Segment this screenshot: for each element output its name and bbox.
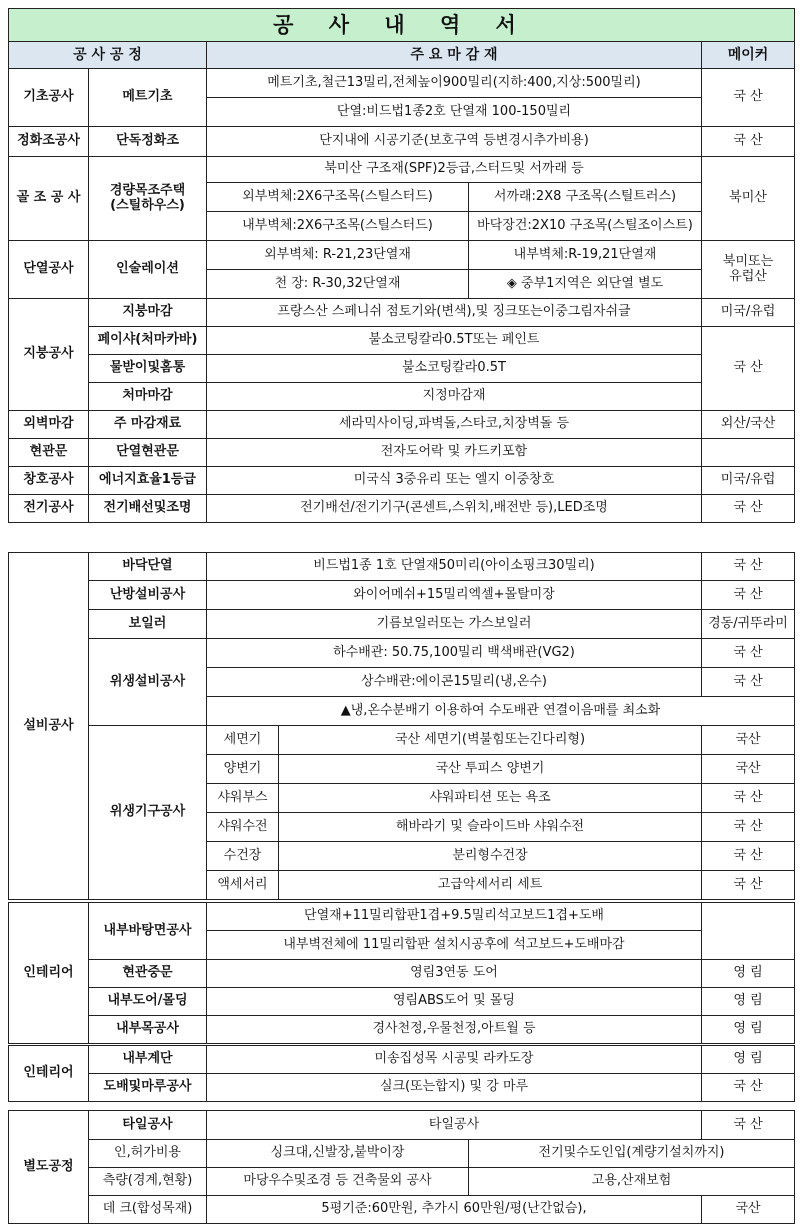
woodwork-spec: 경사천정,우물천정,아트월 등 <box>207 1016 702 1044</box>
header-materials: 주 요 마 감 재 <box>207 42 702 69</box>
separate-deck-price: 5평기준:60만원, 추가시 60만원/평(난간없슴), <box>207 1196 702 1224</box>
separate-utility: 전기및수도인입(계량기설치까지) <box>469 1140 795 1168</box>
category-interior-2: 인테리어 <box>9 1046 89 1102</box>
separate-survey: 측량(경계,현황) <box>89 1168 207 1196</box>
maker-woodwork: 영 림 <box>702 1016 795 1044</box>
roof-finish-spec: 프랑스산 스페니쉬 점토기와(변색),및 징크또는이중그림자쉬글 <box>207 299 702 327</box>
insulation-note: ◈ 중부1지역은 외단열 별도 <box>469 270 702 299</box>
fixture-maker: 국 산 <box>702 784 795 813</box>
sub-septic: 단독정화조 <box>89 127 207 157</box>
category-exterior: 외벽마감 <box>9 411 89 439</box>
heating-spec: 와이어메쉬+15밀리엑셀+몰탈미장 <box>207 581 702 610</box>
eave-spec: 지정마감재 <box>207 383 702 411</box>
sub-frame <box>89 157 207 241</box>
frame-floor-joist: 바닥장건:2X10 구조목(스틸조이스트) <box>469 212 702 241</box>
fascia-spec: 불소코팅칼라0.5T또는 페인트 <box>207 327 702 355</box>
maker-heating: 국 산 <box>702 581 795 610</box>
interior-door-spec: 영림ABS도어 및 몰딩 <box>207 988 702 1016</box>
septic-spec: 단지내에 시공기준(보호구역 등변경시추가비용) <box>207 127 702 157</box>
sanitary-note: ▲냉,온수분배기 이용하여 수도배관 연결이음매를 최소화 <box>207 697 795 726</box>
fixture-spec: 국산 투피스 양변기 <box>279 755 702 784</box>
sub-entrance: 단열현관문 <box>89 439 207 467</box>
sub-paper-floor: 도배및마루공사 <box>89 1074 207 1102</box>
sanitary-drain-spec: 하수배관: 50.75,100밀리 백색배관(VG2) <box>207 639 702 668</box>
category-foundation: 기초공사 <box>9 69 89 127</box>
sub-window: 에너지효율1등급 <box>89 467 207 495</box>
maker-roof-finish: 미국/유럽 <box>702 299 795 327</box>
fixture-maker: 국 산 <box>702 813 795 842</box>
sub-electric: 전기배선및조명 <box>89 495 207 523</box>
category-entrance: 현관문 <box>9 439 89 467</box>
sub-eave: 처마마감 <box>89 383 207 411</box>
maker-sanitary-water: 국 산 <box>702 668 795 697</box>
foundation-spec-1: 메트기초,철근13밀리,전체높이900밀리(지하:400,지상:500밀리) <box>207 69 702 98</box>
fixture-maker: 국산 <box>702 726 795 755</box>
maker-window: 미국/유럽 <box>702 467 795 495</box>
paper-floor-spec: 실크(또는합지) 및 강 마루 <box>207 1074 702 1102</box>
interior-base-spec-2: 내부벽전체에 11밀리합판 설치시공후에 석고보드+도배마감 <box>207 931 702 960</box>
maker-insulation-line1: 북미또는 <box>722 253 774 269</box>
fixture-spec: 샤워파티션 또는 욕조 <box>279 784 702 813</box>
category-facilities: 설비공사 <box>9 553 89 900</box>
fixture-name: 액세서리 <box>207 871 279 900</box>
category-frame: 골 조 공 사 <box>9 157 89 241</box>
gutter-spec: 불소코팅칼라0.5T <box>207 355 702 383</box>
boiler-spec: 기름보일러또는 가스보일러 <box>207 610 702 639</box>
maker-interior-base <box>702 903 795 960</box>
separate-permit: 인,허가비용 <box>89 1140 207 1168</box>
middle-door-spec: 영림3연동 도어 <box>207 960 702 988</box>
maker-boiler: 경동/귀뚜라미 <box>702 610 795 639</box>
category-roof: 지붕공사 <box>9 299 89 411</box>
exterior-spec: 세라믹사이딩,파벽돌,스타코,치장벽돌 등 <box>207 411 702 439</box>
insulation-exterior: 외부벽체: R-21,23단열재 <box>207 241 469 270</box>
insulation-interior: 내부벽체:R-19,21단열재 <box>469 241 702 270</box>
sub-heating: 난방설비공사 <box>89 581 207 610</box>
frame-exterior-wall: 외부벽체:2X6구조목(스틸스터드) <box>207 183 469 212</box>
frame-interior-wall: 내부벽체:2X6구조목(스틸스터드) <box>207 212 469 241</box>
maker-interior-door: 영 림 <box>702 988 795 1016</box>
fixture-spec: 국산 세면기(벽불힘또는긴다리형) <box>279 726 702 755</box>
fixture-name: 샤워부스 <box>207 784 279 813</box>
maker-insulation-line2: 유럽산 <box>729 268 767 284</box>
sub-fascia: 페이샤(처마카바) <box>89 327 207 355</box>
maker-middle-door: 영 림 <box>702 960 795 988</box>
facilities-table <box>8 552 795 900</box>
fixture-spec: 분리형수건장 <box>279 842 702 871</box>
interior-table <box>8 902 795 1044</box>
fixture-maker: 국 산 <box>702 871 795 900</box>
sub-sanitary: 위생설비공사 <box>89 639 207 726</box>
maker-foundation: 국 산 <box>702 69 795 127</box>
fixture-spec: 해바라기 및 슬라이드바 샤워수전 <box>279 813 702 842</box>
category-window: 창호공사 <box>9 467 89 495</box>
fixture-maker: 국 산 <box>702 842 795 871</box>
interior-table-2 <box>8 1045 795 1102</box>
sub-frame-line1: 경량목조주택 <box>109 182 186 198</box>
category-interior: 인테리어 <box>9 903 89 1044</box>
fixture-name: 수건장 <box>207 842 279 871</box>
maker-exterior: 외산/국산 <box>702 411 795 439</box>
document-title: 공 사 내 역 서 <box>9 9 795 42</box>
maker-deck: 국산 <box>702 1196 795 1224</box>
sub-mat-foundation: 메트기초 <box>89 69 207 127</box>
sub-floor-insulation: 바닥단열 <box>89 553 207 581</box>
sub-gutter: 물받이및홈통 <box>89 355 207 383</box>
separate-kitchen: 싱크대,신발장,붙박이장 <box>207 1140 469 1168</box>
construction-table-main <box>8 8 795 523</box>
category-electric: 전기공사 <box>9 495 89 523</box>
fixture-name: 샤워수전 <box>207 813 279 842</box>
frame-rafter: 서까래:2X8 구조목(스틸트러스) <box>469 183 702 212</box>
fixture-maker: 국산 <box>702 755 795 784</box>
foundation-spec-2: 단열:비드법1종2호 단열재 100-150밀리 <box>207 98 702 127</box>
stairs-spec: 미송집성목 시공및 라카도장 <box>207 1046 702 1074</box>
sub-insulation: 인술레이션 <box>89 241 207 299</box>
entrance-spec: 전자도어락 및 카드키포함 <box>207 439 702 467</box>
sub-interior-base: 내부바탕면공사 <box>89 903 207 960</box>
fixture-name: 양변기 <box>207 755 279 784</box>
sub-tile: 타일공사 <box>89 1111 207 1140</box>
sub-interior-door: 내부도어/몰딩 <box>89 988 207 1016</box>
maker-entrance <box>702 439 795 467</box>
header-process: 공 사 공 정 <box>9 42 207 69</box>
maker-sanitary-drain: 국 산 <box>702 639 795 668</box>
sub-middle-door: 현관중문 <box>89 960 207 988</box>
floor-insulation-spec: 비드법1종 1호 단열재50미리(아이소핑크30밀리) <box>207 553 702 581</box>
sub-fixtures: 위생기구공사 <box>89 726 207 900</box>
insulation-ceiling: 천 장: R-30,32단열재 <box>207 270 469 299</box>
category-separate: 별도공정 <box>9 1111 89 1224</box>
tile-spec: 타일공사 <box>207 1111 702 1140</box>
separate-process-table <box>8 1110 795 1224</box>
window-spec: 미국식 3중유리 또는 엘지 이중창호 <box>207 467 702 495</box>
maker-electric: 국 산 <box>702 495 795 523</box>
fixture-name: 세면기 <box>207 726 279 755</box>
separate-deck: 데 크(합성목재) <box>89 1196 207 1224</box>
sub-boiler: 보일러 <box>89 610 207 639</box>
sub-roof-finish: 지붕마감 <box>89 299 207 327</box>
separate-landscape: 마당우수및조경 등 건축물외 공사 <box>207 1168 469 1196</box>
interior-base-spec-1: 단열재+11밀리합판1겹+9.5밀리석고보드1겹+도배 <box>207 903 702 931</box>
maker-paper-floor: 국 산 <box>702 1074 795 1102</box>
maker-frame: 북미산 <box>702 157 795 241</box>
separate-insurance: 고용,산재보험 <box>469 1168 795 1196</box>
maker-tile: 국 산 <box>702 1111 795 1140</box>
sub-woodwork: 내부목공사 <box>89 1016 207 1044</box>
electric-spec: 전기배선/전기기구(콘센트,스위치,배전반 등),LED조명 <box>207 495 702 523</box>
header-maker: 메이커 <box>702 42 795 69</box>
category-septic: 정화조공사 <box>9 127 89 157</box>
sanitary-water-spec: 상수배관:에이콘15밀리(냉,온수) <box>207 668 702 697</box>
sub-stairs: 내부계단 <box>89 1046 207 1074</box>
maker-stairs: 영 림 <box>702 1046 795 1074</box>
frame-spec-1: 북미산 구조재(SPF)2등급,스터드및 서까래 등 <box>207 157 702 183</box>
sub-exterior: 주 마감재료 <box>89 411 207 439</box>
maker-floor-insulation: 국 산 <box>702 553 795 581</box>
maker-insulation <box>702 241 795 299</box>
fixture-spec: 고급악세서리 세트 <box>279 871 702 900</box>
maker-roof-rest: 국 산 <box>702 327 795 411</box>
category-insulation: 단열공사 <box>9 241 89 299</box>
maker-septic: 국 산 <box>702 127 795 157</box>
sub-frame-line2: (스틸하우스) <box>110 197 185 213</box>
